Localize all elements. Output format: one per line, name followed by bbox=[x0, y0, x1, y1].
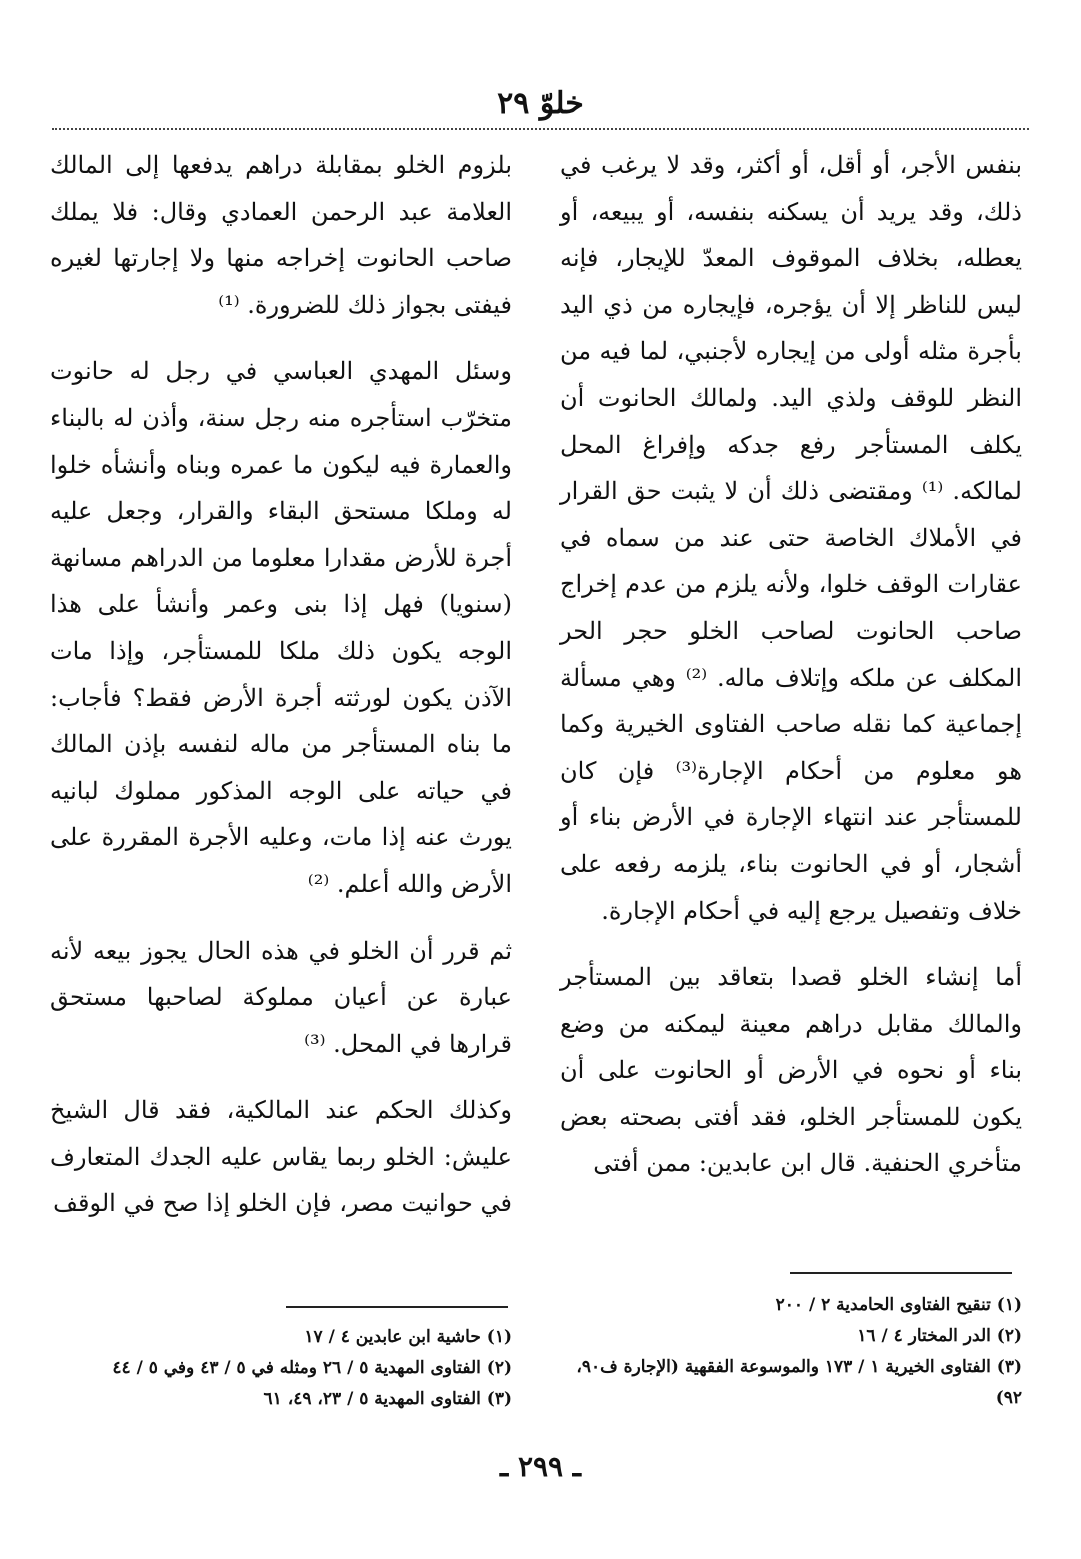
right-column bbox=[560, 142, 1022, 1207]
left-paragraph-4: وكذلك الحكم عند المالكية، فقد قال الشيخ عليش: الخلو ربما يقاس عليه الجدك المتعارف في حوانيت مصر، فإن الخلو إذا صح في الوقف bbox=[50, 1096, 512, 1218]
right-footnote-2: (٢) الدر المختار ٤ / ١٦ bbox=[857, 1326, 1022, 1346]
right-footnote-3: (٣) الفتاوى الخيرية ١ / ١٧٣ والموسوعة الفقهية (الإجارة ف٩٠، ٩٢) bbox=[576, 1357, 1022, 1408]
page-number: ـ ٢٩٩ ـ bbox=[499, 1450, 582, 1483]
left-paragraph-3: ثم قرر أن الخلو في هذه الحال يجوز بيعه لأنه عبارة عن أعيان مملوكة لصاحبها مستحق قرارها في المحل. ⁽³⁾ bbox=[50, 936, 512, 1058]
right-paragraph-2: أما إنشاء الخلو قصدا بتعاقد بين المستأجر والمالك مقابل دراهم معينة ليمكنه من وضع بناء أو نحوه في الأرض أو الحانوت على أن يكون للمستأجر الخلو، فقد أفتى بصحته بعض متأخري الحنفية. قال ابن عابدين: ممن أفتى bbox=[560, 963, 1022, 1178]
left-footnotes bbox=[50, 1322, 512, 1415]
right-footnote-divider bbox=[790, 1272, 1012, 1274]
left-footnote-1: (١) حاشية ابن عابدين ٤ / ١٧ bbox=[304, 1327, 512, 1347]
left-footnote-3: (٣) الفتاوى المهدية ٥ / ٢٣، ٤٩، ٦١ bbox=[263, 1389, 512, 1409]
left-footnote-divider bbox=[286, 1306, 508, 1308]
left-paragraph-2: وسئل المهدي العباسي في رجل له حانوت متخرّب استأجره منه رجل سنة، وأذن له بالبناء والعمارة فيه ليكون ما عمره وبناه وأنشأه خلوا له وملكا مستحق البقاء والقرار، وجعل عليه أجرة للأرض مقدارا معلوما من الدراهم مسانهة (سنويا) فهل إذا بنى وعمر وأنشأ على هذا الوجه يكون ذلك ملكا للمستأجر، وإذا مات الآذن يكون لورثته أجرة الأرض فقط؟ فأجاب: ما بناه المستأجر من ماله لنفسه بإذن المالك في حياته على الوجه المذكور مملوك لبانيه يورث عنه إذا مات، وعليه الأجرة المقررة على الأرض والله أعلم. ⁽²⁾ bbox=[50, 357, 512, 898]
right-paragraph-1: بنفس الأجر، أو أقل، أو أكثر، وقد لا يرغب في ذلك، وقد يريد أن يسكنه بنفسه، أو يبيعه، أو يعطله، بخلاف الموقوف المعدّ للإيجار، فإنه ليس للناظر إلا أن يؤجره، فإيجاره من ذي اليد بأجرة مثله أولى من إيجاره لأجنبي، لما فيه من النظر للوقف ولذي اليد. ولمالك الحانوت أن يكلف المستأجر رفع جدكه وإفراغ المحل لمالكه. ⁽¹⁾ ومقتضى ذلك أن لا يثبت حق القرار في الأملاك الخاصة حتى عند من سماه في عقارات الوقف خلوا، ولأنه يلزم من عدم إخراج صاحب الحانوت لصاحب الخلو حجر الحر المكلف عن ملكه وإتلاف ماله. ⁽²⁾ وهي مسألة إجماعية كما نقله صاحب الفتاوى الخيرية وكما هو معلوم من أحكام الإجارة⁽³⁾ فإن كان للمستأجر عند انتهاء الإجارة في الأرض بناء أو أشجار، أو في الحانوت بناء، يلزمه رفعه على خلاف وتفصيل يرجع إليه في أحكام الإجارة. bbox=[560, 151, 1022, 925]
right-footnotes bbox=[560, 1290, 1022, 1414]
right-footnote-1: (١) تنقيح الفتاوى الحامدية ٢ / ٢٠٠ bbox=[775, 1295, 1022, 1315]
page-header-title: خلوّ ٢٩ bbox=[497, 86, 584, 121]
left-paragraph-1: بلزوم الخلو بمقابلة دراهم يدفعها إلى المالك العلامة عبد الرحمن العمادي وقال: فلا يملك صاحب الحانوت إخراجه منها ولا إجارتها لغيره فيفتى بجواز ذلك للضرورة. ⁽¹⁾ bbox=[50, 151, 512, 319]
left-footnote-2: (٢) الفتاوى المهدية ٥ / ٢٦ ومثله في ٥ / ٤٣ وفي ٥ / ٤٤ bbox=[112, 1358, 512, 1378]
header-divider bbox=[52, 128, 1029, 130]
left-column bbox=[50, 142, 512, 1247]
